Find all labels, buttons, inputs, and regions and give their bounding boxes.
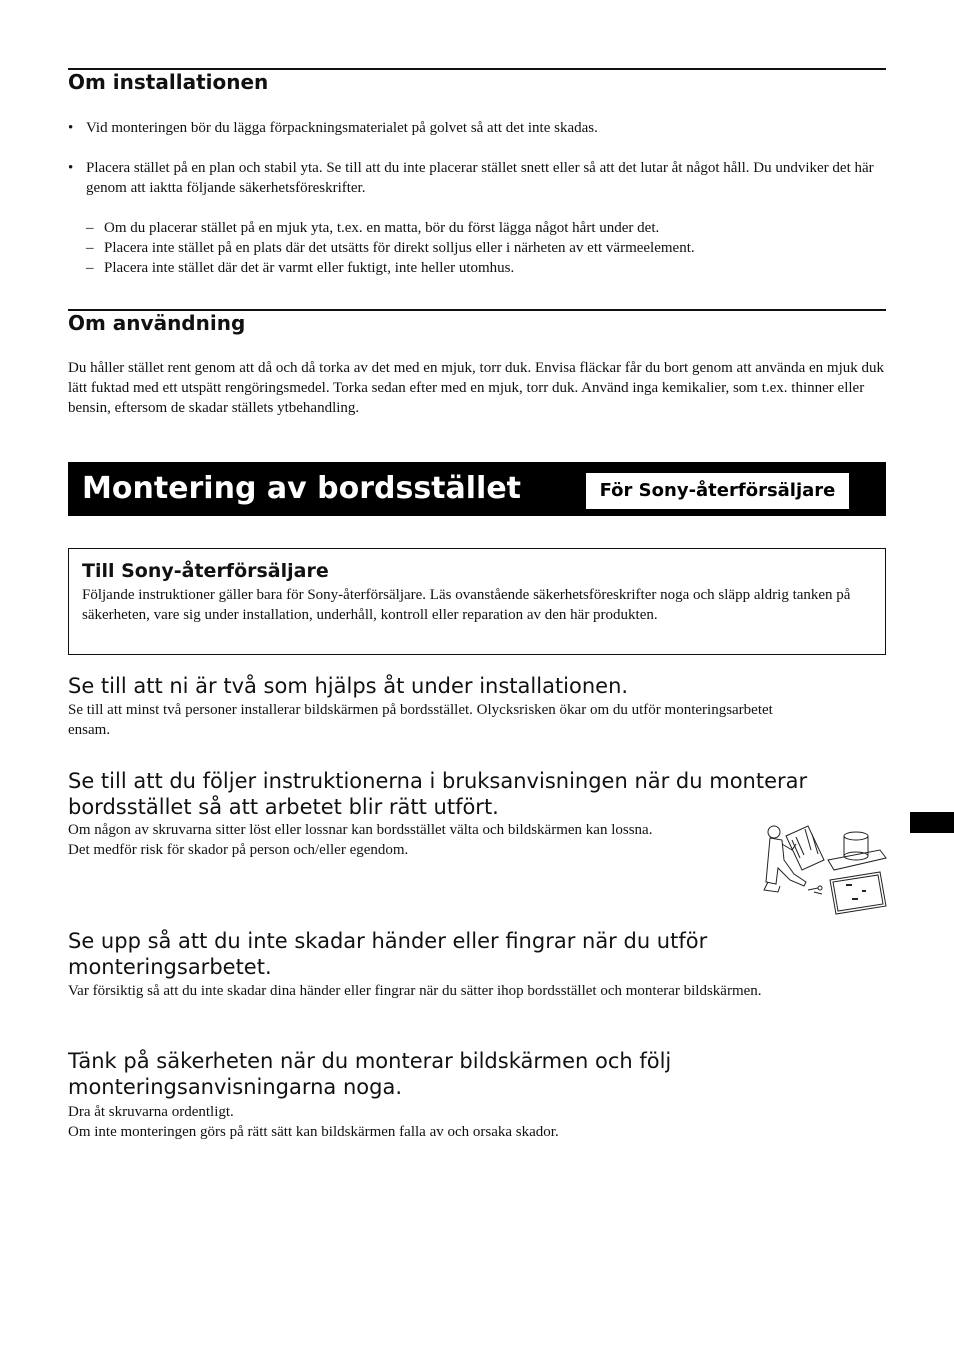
- install-heading: Om installationen: [68, 70, 269, 94]
- audience-tag: För Sony-återförsäljare: [586, 473, 849, 509]
- install-dash-2: [86, 238, 886, 258]
- install-dash-3: [86, 258, 886, 278]
- bullet-text: Vid monteringen bör du lägga förpackningsmaterialet på golvet så att det inte skadas.: [86, 120, 598, 136]
- section-text: Om någon av skruvarna sitter löst eller lossnar kan bordsstället välta och bildskärmen kan lossna. Det medför risk för skador på person och/eller egendom.: [68, 822, 653, 858]
- section-heading: Se till att ni är två som hjälps åt under installationen.: [68, 674, 629, 698]
- section-text: Var försiktig så att du inte skadar dina händer eller fingrar när du sätter ihop bordsstället och monterar bildskärmen.: [68, 983, 762, 999]
- dash-text: Om du placerar stället på en mjuk yta, t.ex. en matta, bör du först lägga något hårt under det.: [104, 220, 660, 236]
- dash-mark: –: [86, 240, 94, 256]
- dealer-notice-box: [68, 548, 886, 655]
- section-text: Se till att minst två personer installerar bildskärmen på bordsstället. Olycksrisken ökar om du utför monteringsarbetet ensam.: [68, 702, 773, 738]
- install-bullet-1: [68, 118, 886, 138]
- dash-mark: –: [86, 260, 94, 276]
- section-heading: Tänk på säkerheten när du monterar bildskärmen och följ monteringsanvisningarna noga.: [68, 1049, 672, 1099]
- dash-text: Placera inte stället på en plats där det utsätts för direkt solljus eller i närheten av ett värmeelement.: [104, 240, 695, 256]
- section-heading: Se upp så att du inte skadar händer eller fingrar när du utför monteringsarbetet.: [68, 929, 708, 979]
- section-heading: Se till att du följer instruktionerna i bruksanvisningen när du monterar bordsstället så att arbetet blir rätt utfört.: [68, 769, 808, 819]
- dealer-notice-title: Till Sony-återförsäljare: [82, 560, 329, 582]
- chapter-thumb-tab: [910, 812, 954, 833]
- bullet-text: Placera stället på en plan och stabil yta. Se till att du inte placerar stället snett eller så att det lutar åt något håll. Du undviker det här genom att iaktta följande säkerhetsföreskrifter.: [86, 160, 874, 196]
- install-dash-1: [86, 218, 886, 238]
- chapter-title: Montering av bordsstället: [82, 471, 522, 506]
- section-text: Dra åt skruvarna ordentligt. Om inte monteringen görs på rätt sätt kan bildskärmen falla av och orsaka skador.: [68, 1104, 559, 1140]
- bullet-mark: •: [68, 120, 74, 136]
- install-bullet-2: [68, 158, 880, 198]
- chapter-banner: [68, 462, 886, 516]
- usage-heading: Om användning: [68, 311, 246, 335]
- dash-text: Placera inte stället där det är varmt eller fuktigt, inte heller utomhus.: [104, 260, 515, 276]
- dealer-notice-text: Följande instruktioner gäller bara för Sony-återförsäljare. Läs ovanstående säkerhetsföreskrifter noga och släpp aldrig tanken på säkerheten, vare sig under installation, underhåll, kontroll eller reparation av den här produkten.: [82, 587, 851, 623]
- assembly-illustration: [756, 820, 890, 916]
- bullet-mark: •: [68, 160, 74, 176]
- dash-mark: –: [86, 220, 94, 236]
- usage-text: Du håller stället rent genom att då och då torka av det med en mjuk, torr duk. Envisa fläckar får du bort genom att använda en mjuk duk lätt fuktad med ett utspätt rengöringsmedel. Torka sedan efter med en mjuk, torr duk. Använd inga kemikalier, som t.ex. thinner eller bensin, eftersom de skadar ställets ytbehandling.: [68, 360, 884, 416]
